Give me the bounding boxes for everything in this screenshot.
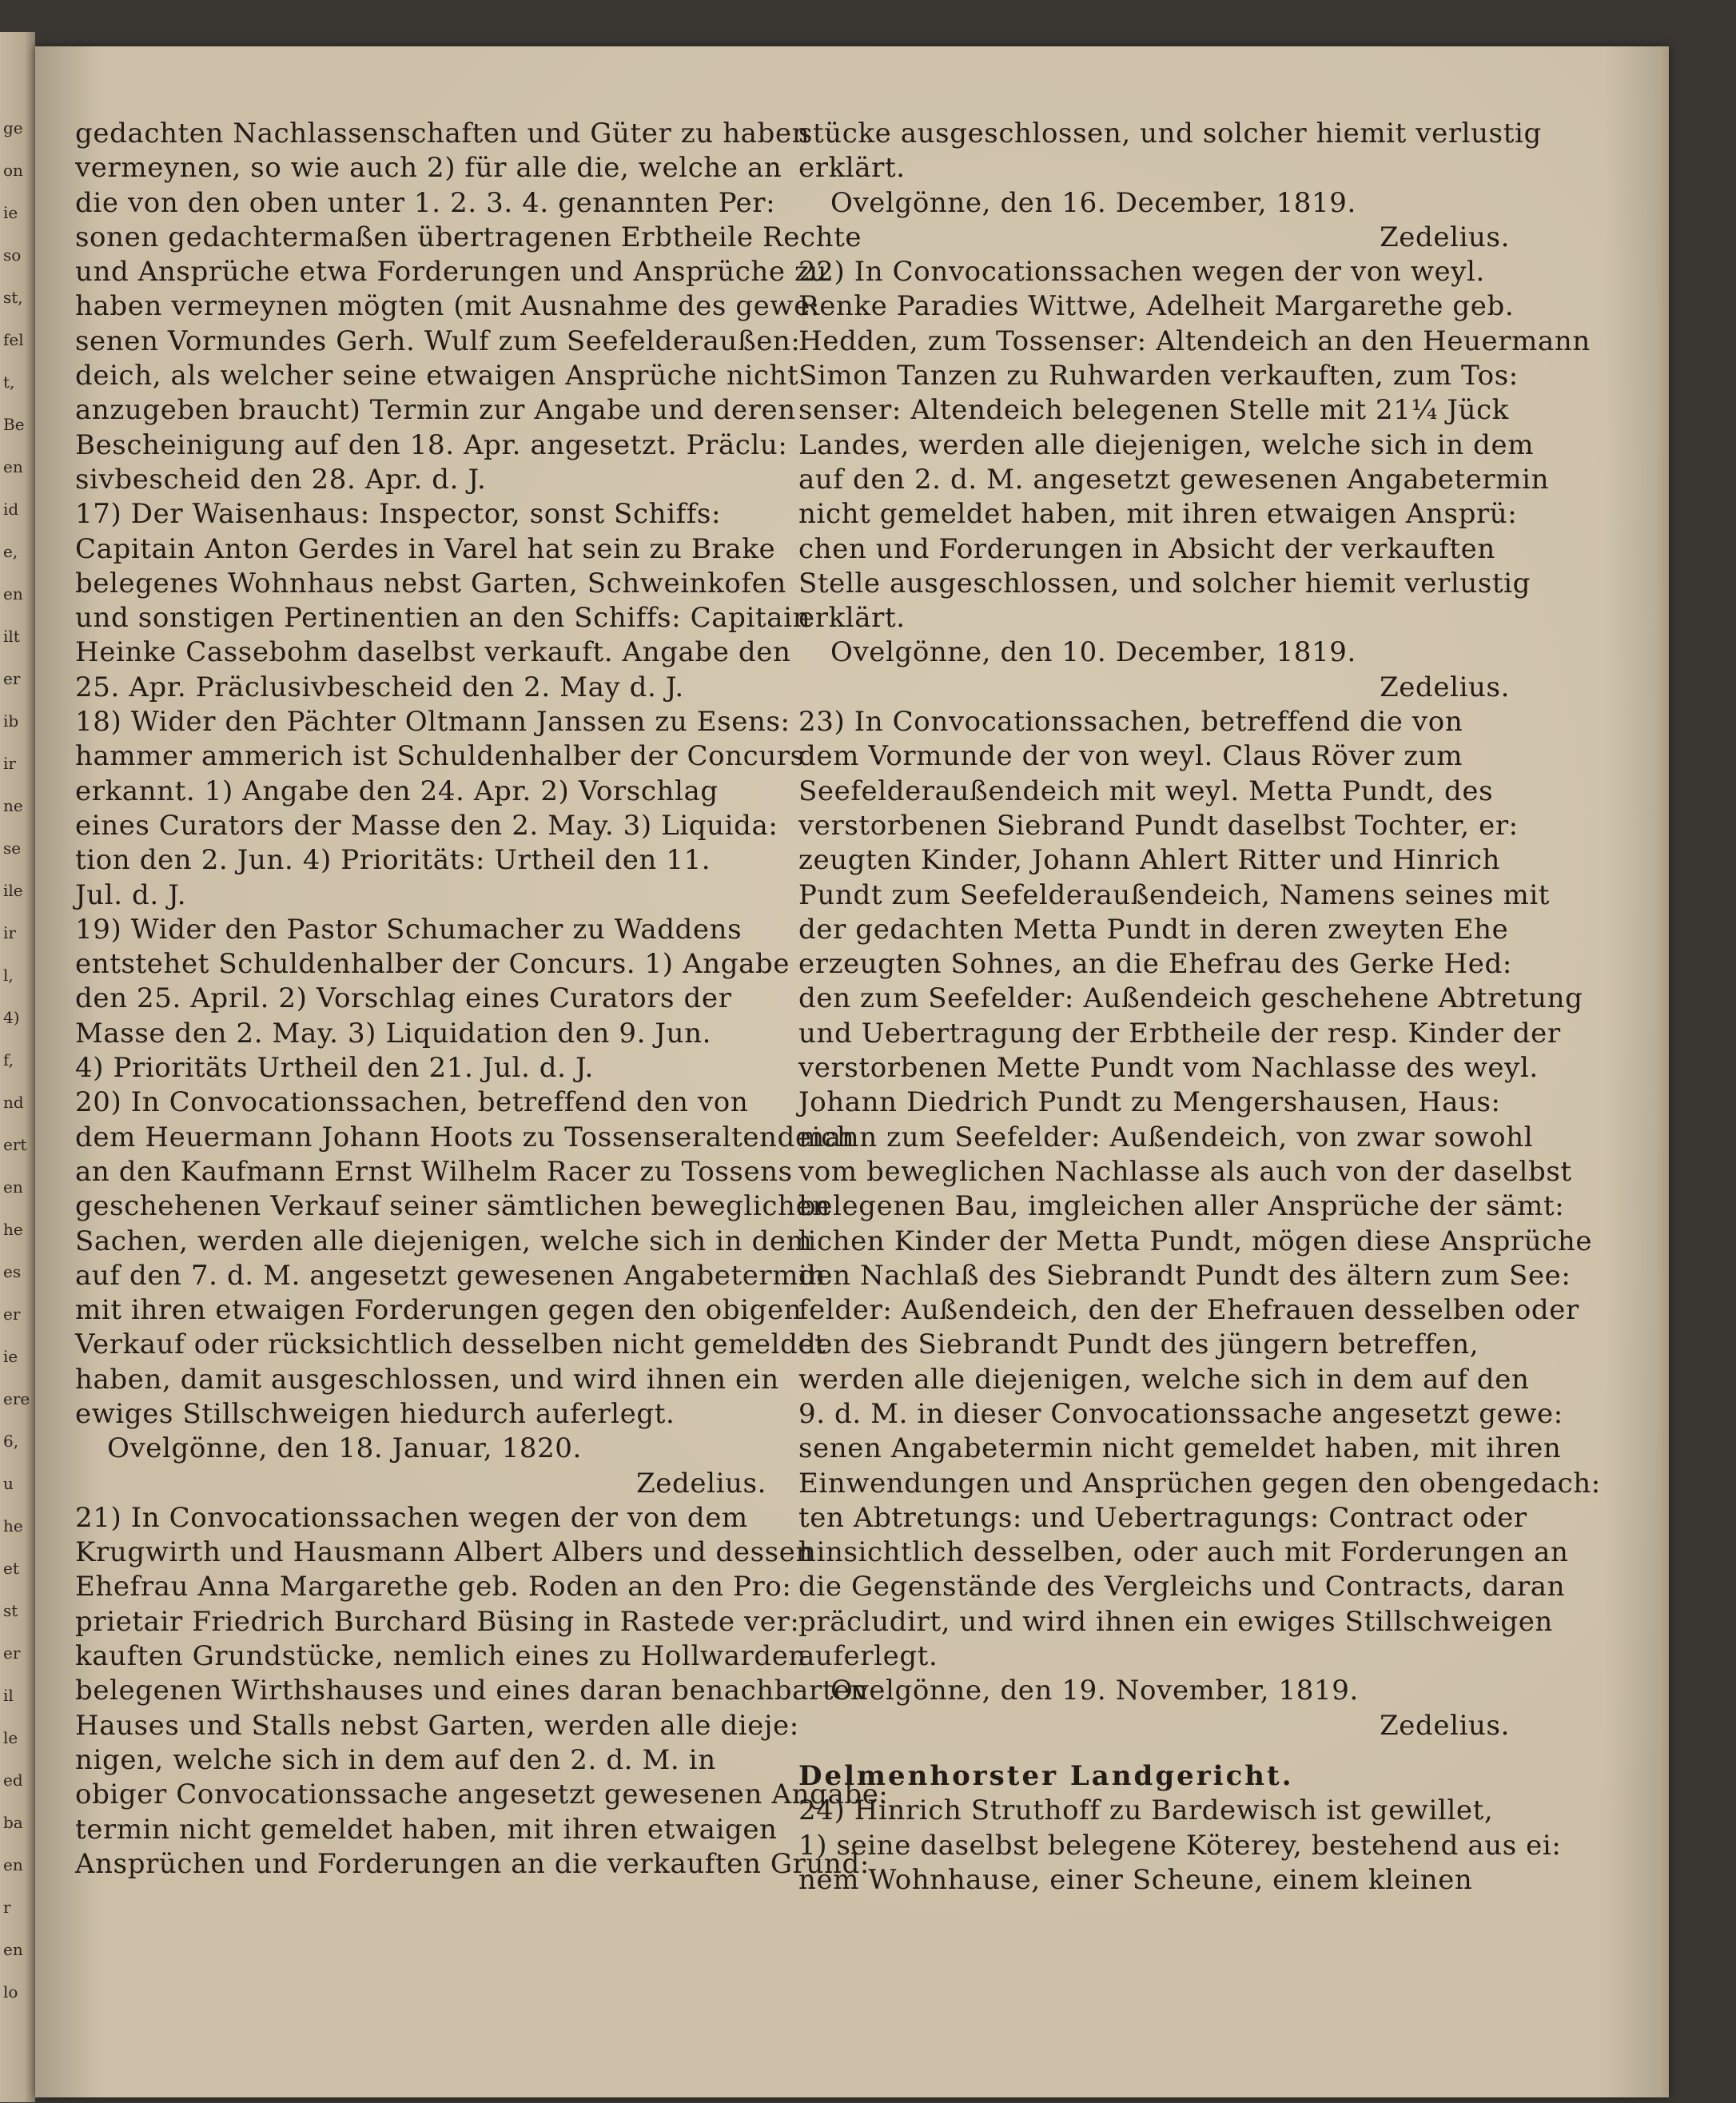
text-line: Renke Paradies Wittwe, Adelheit Margarethe geb. — [798, 290, 1515, 323]
text-line: felder: Außendeich, den der Ehefrauen desselben oder — [798, 1294, 1579, 1327]
sliver-text-fragment: on — [3, 161, 23, 180]
text-line: Johann Diedrich Pundt zu Mengershausen, Haus: — [798, 1086, 1501, 1119]
notice-18 — [75, 705, 805, 913]
text-line: belegenen Bau, imgleichen aller Ansprüche der sämt: — [798, 1190, 1565, 1223]
text-line: den 25. April. 2) Vorschlag eines Curators der — [75, 982, 732, 1015]
date-line: Ovelgönne, den 19. November, 1819. — [830, 1675, 1359, 1707]
text-line: 4) Prioritäts Urtheil den 21. Jul. d. J. — [75, 1052, 594, 1085]
text-line: tion den 2. Jun. 4) Prioritäts: Urtheil den 11. — [75, 844, 711, 877]
text-line: Einwendungen und Ansprüchen gegen den obengedach: — [798, 1467, 1601, 1500]
signature: Zedelius. — [1380, 1709, 1510, 1742]
sliver-text-fragment: ib — [3, 711, 19, 731]
sliver-text-fragment: ne — [3, 796, 23, 815]
adjacent-page-sliver — [0, 32, 35, 2102]
notice-23 — [798, 705, 1601, 1743]
text-line: gedachten Nachlassenschaften und Güter zu haben — [75, 117, 810, 149]
sliver-text-fragment: en — [3, 584, 23, 603]
text-line: verstorbenen Siebrand Pundt daselbst Tochter, er: — [798, 809, 1519, 842]
text-line: Hedden, zum Tossenser: Altendeich an den Heuermann — [798, 325, 1591, 357]
sliver-text-fragment: f, — [3, 1050, 14, 1069]
text-line: senen Vormundes Gerh. Wulf zum Seefelderaußen: — [75, 325, 801, 357]
text-line: deich, als welcher seine etwaigen Ansprüche nicht — [75, 360, 799, 392]
sliver-text-fragment: ge — [3, 118, 23, 137]
sliver-text-fragment: er — [3, 669, 21, 688]
text-line: Landes, werden alle diejenigen, welche sich in dem — [798, 428, 1535, 461]
text-line: die von den oben unter 1. 2. 3. 4. genannten Per: — [75, 186, 776, 219]
text-line: Pundt zum Seefelderaußendeich, Namens seines mit — [798, 878, 1551, 911]
notice-20 — [75, 1085, 855, 1501]
sliver-text-fragment: id — [3, 500, 19, 519]
sliver-text-fragment: ie — [3, 1347, 18, 1366]
date-line: Ovelgönne, den 18. Januar, 1820. — [107, 1432, 582, 1465]
text-line: nigen, welche sich in dem auf den 2. d. M. in — [75, 1743, 716, 1776]
sliver-text-fragment: er — [3, 1643, 21, 1663]
sliver-text-fragment: es — [3, 1262, 22, 1281]
sliver-text-fragment: er — [3, 1304, 21, 1324]
text-line: hammer ammerich ist Schuldenhalber der Concurs — [75, 740, 805, 773]
text-line: sivbescheid den 28. Apr. d. J. — [75, 463, 487, 496]
sliver-text-fragment: u — [3, 1474, 14, 1493]
sliver-text-fragment: ie — [3, 203, 18, 222]
text-line: auf den 7. d. M. angesetzt gewesenen Angabetermin — [75, 1259, 826, 1292]
text-line: prietair Friedrich Burchard Büsing in Rastede ver: — [75, 1605, 800, 1638]
sliver-text-fragment: lo — [3, 1982, 18, 2001]
text-line: erzeugten Sohnes, an die Ehefrau des Gerke Hed: — [798, 948, 1512, 981]
sliver-text-fragment: nd — [3, 1093, 24, 1112]
text-line: belegenes Wohnhaus nebst Garten, Schweinkofen — [75, 567, 786, 599]
text-line: Verkauf oder rücksichtlich desselben nicht gemeldet — [75, 1328, 826, 1361]
text-line: 20) In Convocationssachen, betreffend den von — [75, 1086, 749, 1119]
sliver-text-fragment: le — [3, 1728, 18, 1747]
text-line: und sonstigen Pertinentien an den Schiffs: Capitain — [75, 602, 811, 635]
sliver-text-fragment: en — [3, 457, 23, 476]
text-line: den zum Seefelder: Außendeich geschehene Abtretung — [798, 982, 1583, 1015]
sliver-text-fragment: he — [3, 1220, 23, 1239]
sliver-text-fragment: st, — [3, 288, 23, 307]
text-line: Masse den 2. May. 3) Liquidation den 9. Jun. — [75, 1017, 712, 1050]
text-line: Heinke Cassebohm daselbst verkauft. Angabe den — [75, 636, 791, 669]
text-line: Ehefrau Anna Margarethe geb. Roden an den Pro: — [75, 1571, 792, 1603]
sliver-text-fragment: t, — [3, 372, 15, 392]
text-line: erkannt. 1) Angabe den 24. Apr. 2) Vorschlag — [75, 775, 719, 807]
text-line: Hauses und Stalls nebst Garten, werden alle dieje: — [75, 1709, 799, 1742]
text-line: dem Heuermann Johann Hoots zu Tossenseraltendeich — [75, 1121, 855, 1153]
text-line: 19) Wider den Pastor Schumacher zu Waddens — [75, 913, 743, 946]
heading-text: Delmenhorster Landgericht. — [798, 1759, 1294, 1792]
text-line: erklärt. — [798, 602, 906, 635]
text-line: ten Abtretungs: und Uebertragungs: Contract oder — [798, 1501, 1527, 1534]
sliver-text-fragment: st — [3, 1601, 18, 1620]
text-line: senser: Altendeich belegenen Stelle mit 21¼ Jück — [798, 394, 1509, 427]
sliver-text-fragment: r — [3, 1898, 11, 1917]
text-line: nem Wohnhause, einer Scheune, einem kleinen — [798, 1863, 1473, 1896]
notice-22 — [798, 255, 1591, 705]
text-line: dem Vormunde der von weyl. Claus Röver zum — [798, 740, 1463, 773]
notice-17 — [75, 497, 811, 705]
text-line: 21) In Convocationssachen wegen der von dem — [75, 1501, 748, 1534]
signature: Zedelius. — [1380, 221, 1510, 253]
date-line: Ovelgönne, den 10. December, 1819. — [830, 636, 1356, 669]
sliver-text-fragment: en — [3, 1855, 23, 1874]
text-line: anzugeben braucht) Termin zur Angabe und deren — [75, 394, 796, 427]
sliver-text-fragment: 6, — [3, 1432, 19, 1451]
text-line: 22) In Convocationssachen wegen der von weyl. — [798, 256, 1485, 289]
text-line: präcludirt, und wird ihnen ein ewiges Stillschweigen — [798, 1605, 1553, 1638]
text-line: 24) Hinrich Struthoff zu Bardewisch ist gewillet, — [798, 1794, 1494, 1827]
text-line: Stelle ausgeschlossen, und solcher hiemit verlustig — [798, 567, 1531, 599]
text-line: hinsichtlich desselben, oder auch mit Forderungen an — [798, 1536, 1569, 1569]
text-line: Capitain Anton Gerdes in Varel hat sein zu Brake — [75, 532, 776, 565]
text-line: termin nicht gemeldet haben, mit ihren etwaigen — [75, 1813, 778, 1846]
text-line: eines Curators der Masse den 2. May. 3) Liquida: — [75, 809, 778, 842]
text-line: den Nachlaß des Siebrandt Pundt des ältern zum See: — [798, 1259, 1571, 1292]
date-line: Ovelgönne, den 16. December, 1819. — [830, 186, 1356, 219]
text-line: vermeynen, so wie auch 2) für alle die, welche an — [75, 152, 782, 185]
text-line: chen und Forderungen in Absicht der verkauften — [798, 532, 1495, 565]
sliver-text-fragment: l, — [3, 966, 14, 985]
sliver-text-fragment: il — [3, 1686, 14, 1705]
text-line: vom beweglichen Nachlasse als auch von der daselbst — [798, 1155, 1572, 1188]
text-line: sonen gedachtermaßen übertragenen Erbtheile Rechte — [75, 221, 862, 253]
sliver-text-fragment: ilt — [3, 627, 20, 646]
sliver-text-fragment: Be — [3, 415, 25, 434]
text-line: Simon Tanzen zu Ruhwarden verkauften, zum Tos: — [798, 360, 1519, 392]
text-line: mann zum Seefelder: Außendeich, von zwar sowohl — [798, 1121, 1534, 1153]
text-line: die Gegenstände des Vergleichs und Contracts, daran — [798, 1571, 1566, 1603]
text-line: verstorbenen Mette Pundt vom Nachlasse des weyl. — [798, 1052, 1539, 1085]
text-line: entstehet Schuldenhalber der Concurs. 1) Angabe — [75, 948, 790, 981]
text-line: auf den 2. d. M. angesetzt gewesenen Angabetermin — [798, 463, 1550, 496]
notice-19 — [75, 913, 790, 1085]
sliver-text-fragment: en — [3, 1940, 23, 1959]
text-line: zeugten Kinder, Johann Ahlert Ritter und Hinrich — [798, 844, 1501, 877]
section-heading — [798, 1759, 1526, 1794]
sliver-text-fragment: en — [3, 1177, 23, 1197]
text-line: und Uebertragung der Erbtheile der resp. Kinder der — [798, 1017, 1561, 1050]
text-line: den des Siebrandt Pundt des jüngern betreffen, — [798, 1328, 1479, 1361]
sliver-text-fragment: he — [3, 1516, 23, 1535]
page-edge — [1658, 46, 1669, 2097]
text-line: 17) Der Waisenhaus: Inspector, sonst Schiffs: — [75, 498, 722, 531]
notice-21-continued — [798, 117, 1542, 255]
text-line: mit ihren etwaigen Forderungen gegen den obigen — [75, 1294, 802, 1327]
text-line: 9. d. M. in dieser Convocationssache angesetzt gewe: — [798, 1397, 1563, 1430]
text-line: belegenen Wirthshauses und eines daran benachbarten — [75, 1675, 869, 1707]
text-line: Ansprüchen und Forderungen an die verkauften Grund: — [75, 1847, 870, 1880]
text-line: 18) Wider den Pächter Oltmann Janssen zu Esens: — [75, 706, 790, 739]
text-line: Bescheinigung auf den 18. Apr. angesetzt. Präclu: — [75, 428, 788, 461]
text-line: 25. Apr. Präclusivbescheid den 2. May d. J. — [75, 671, 684, 703]
text-line: und Ansprüche etwa Forderungen und Ansprüche zu — [75, 256, 828, 289]
text-line: 23) In Convocationssachen, betreffend die von — [798, 706, 1463, 739]
text-line: obiger Convocationssache angesetzt gewesenen Angabe: — [75, 1778, 889, 1811]
text-line: nicht gemeldet haben, mit ihren etwaigen Ansprü: — [798, 498, 1518, 531]
text-line: kauften Grundstücke, nemlich eines zu Hollwarden — [75, 1640, 806, 1673]
text-line: Jul. d. J. — [75, 878, 187, 911]
sliver-text-fragment: et — [3, 1559, 19, 1578]
page — [35, 46, 1669, 2097]
sliver-text-fragment: ile — [3, 881, 23, 900]
sliver-text-fragment: ert — [3, 1135, 27, 1154]
text-line: werden alle diejenigen, welche sich in dem auf den — [798, 1363, 1530, 1396]
text-line: geschehenen Verkauf seiner sämtlichen beweglichen — [75, 1190, 830, 1223]
sliver-text-fragment: ba — [3, 1813, 23, 1832]
sliver-text-fragment: e, — [3, 542, 18, 561]
notice-24 — [798, 1794, 1562, 1898]
signature: Zedelius. — [636, 1467, 766, 1500]
text-line: haben, damit ausgeschlossen, und wird ihnen ein — [75, 1363, 779, 1396]
text-line: lichen Kinder der Metta Pundt, mögen diese Ansprüche — [798, 1225, 1593, 1257]
text-line: stücke ausgeschlossen, und solcher hiemit verlustig — [798, 117, 1542, 149]
sliver-text-fragment: ir — [3, 923, 16, 942]
sliver-text-fragment: so — [3, 245, 22, 265]
text-line: Sachen, werden alle diejenigen, welche sich in dem — [75, 1225, 813, 1257]
column-right — [798, 117, 1601, 1898]
signature: Zedelius. — [1380, 671, 1510, 703]
sliver-text-fragment: ed — [3, 1770, 23, 1790]
text-line: ewiges Stillschweigen hiedurch auferlegt. — [75, 1397, 675, 1430]
sliver-text-fragment: ere — [3, 1389, 30, 1408]
text-line: Krugwirth und Hausmann Albert Albers und dessen — [75, 1536, 814, 1569]
sliver-text-fragment: ir — [3, 754, 16, 773]
text-line: der gedachten Metta Pundt in deren zweyten Ehe — [798, 913, 1509, 946]
text-line: 1) seine daselbst belegene Köterey, bestehend aus ei: — [798, 1829, 1562, 1862]
sliver-text-fragment: fel — [3, 330, 24, 349]
text-line: erklärt. — [798, 152, 906, 185]
text-line: an den Kaufmann Ernst Wilhelm Racer zu Tossens — [75, 1155, 793, 1188]
sliver-text-fragment: 4) — [3, 1008, 20, 1027]
text-line: senen Angabetermin nicht gemeldet haben, mit ihren — [798, 1432, 1562, 1465]
text-line: auferlegt. — [798, 1640, 938, 1673]
text-line: haben vermeynen mögten (mit Ausnahme des gewe: — [75, 290, 820, 323]
sliver-text-fragment: se — [3, 838, 22, 858]
text-line: Seefelderaußendeich mit weyl. Metta Pundt, des — [798, 775, 1494, 807]
